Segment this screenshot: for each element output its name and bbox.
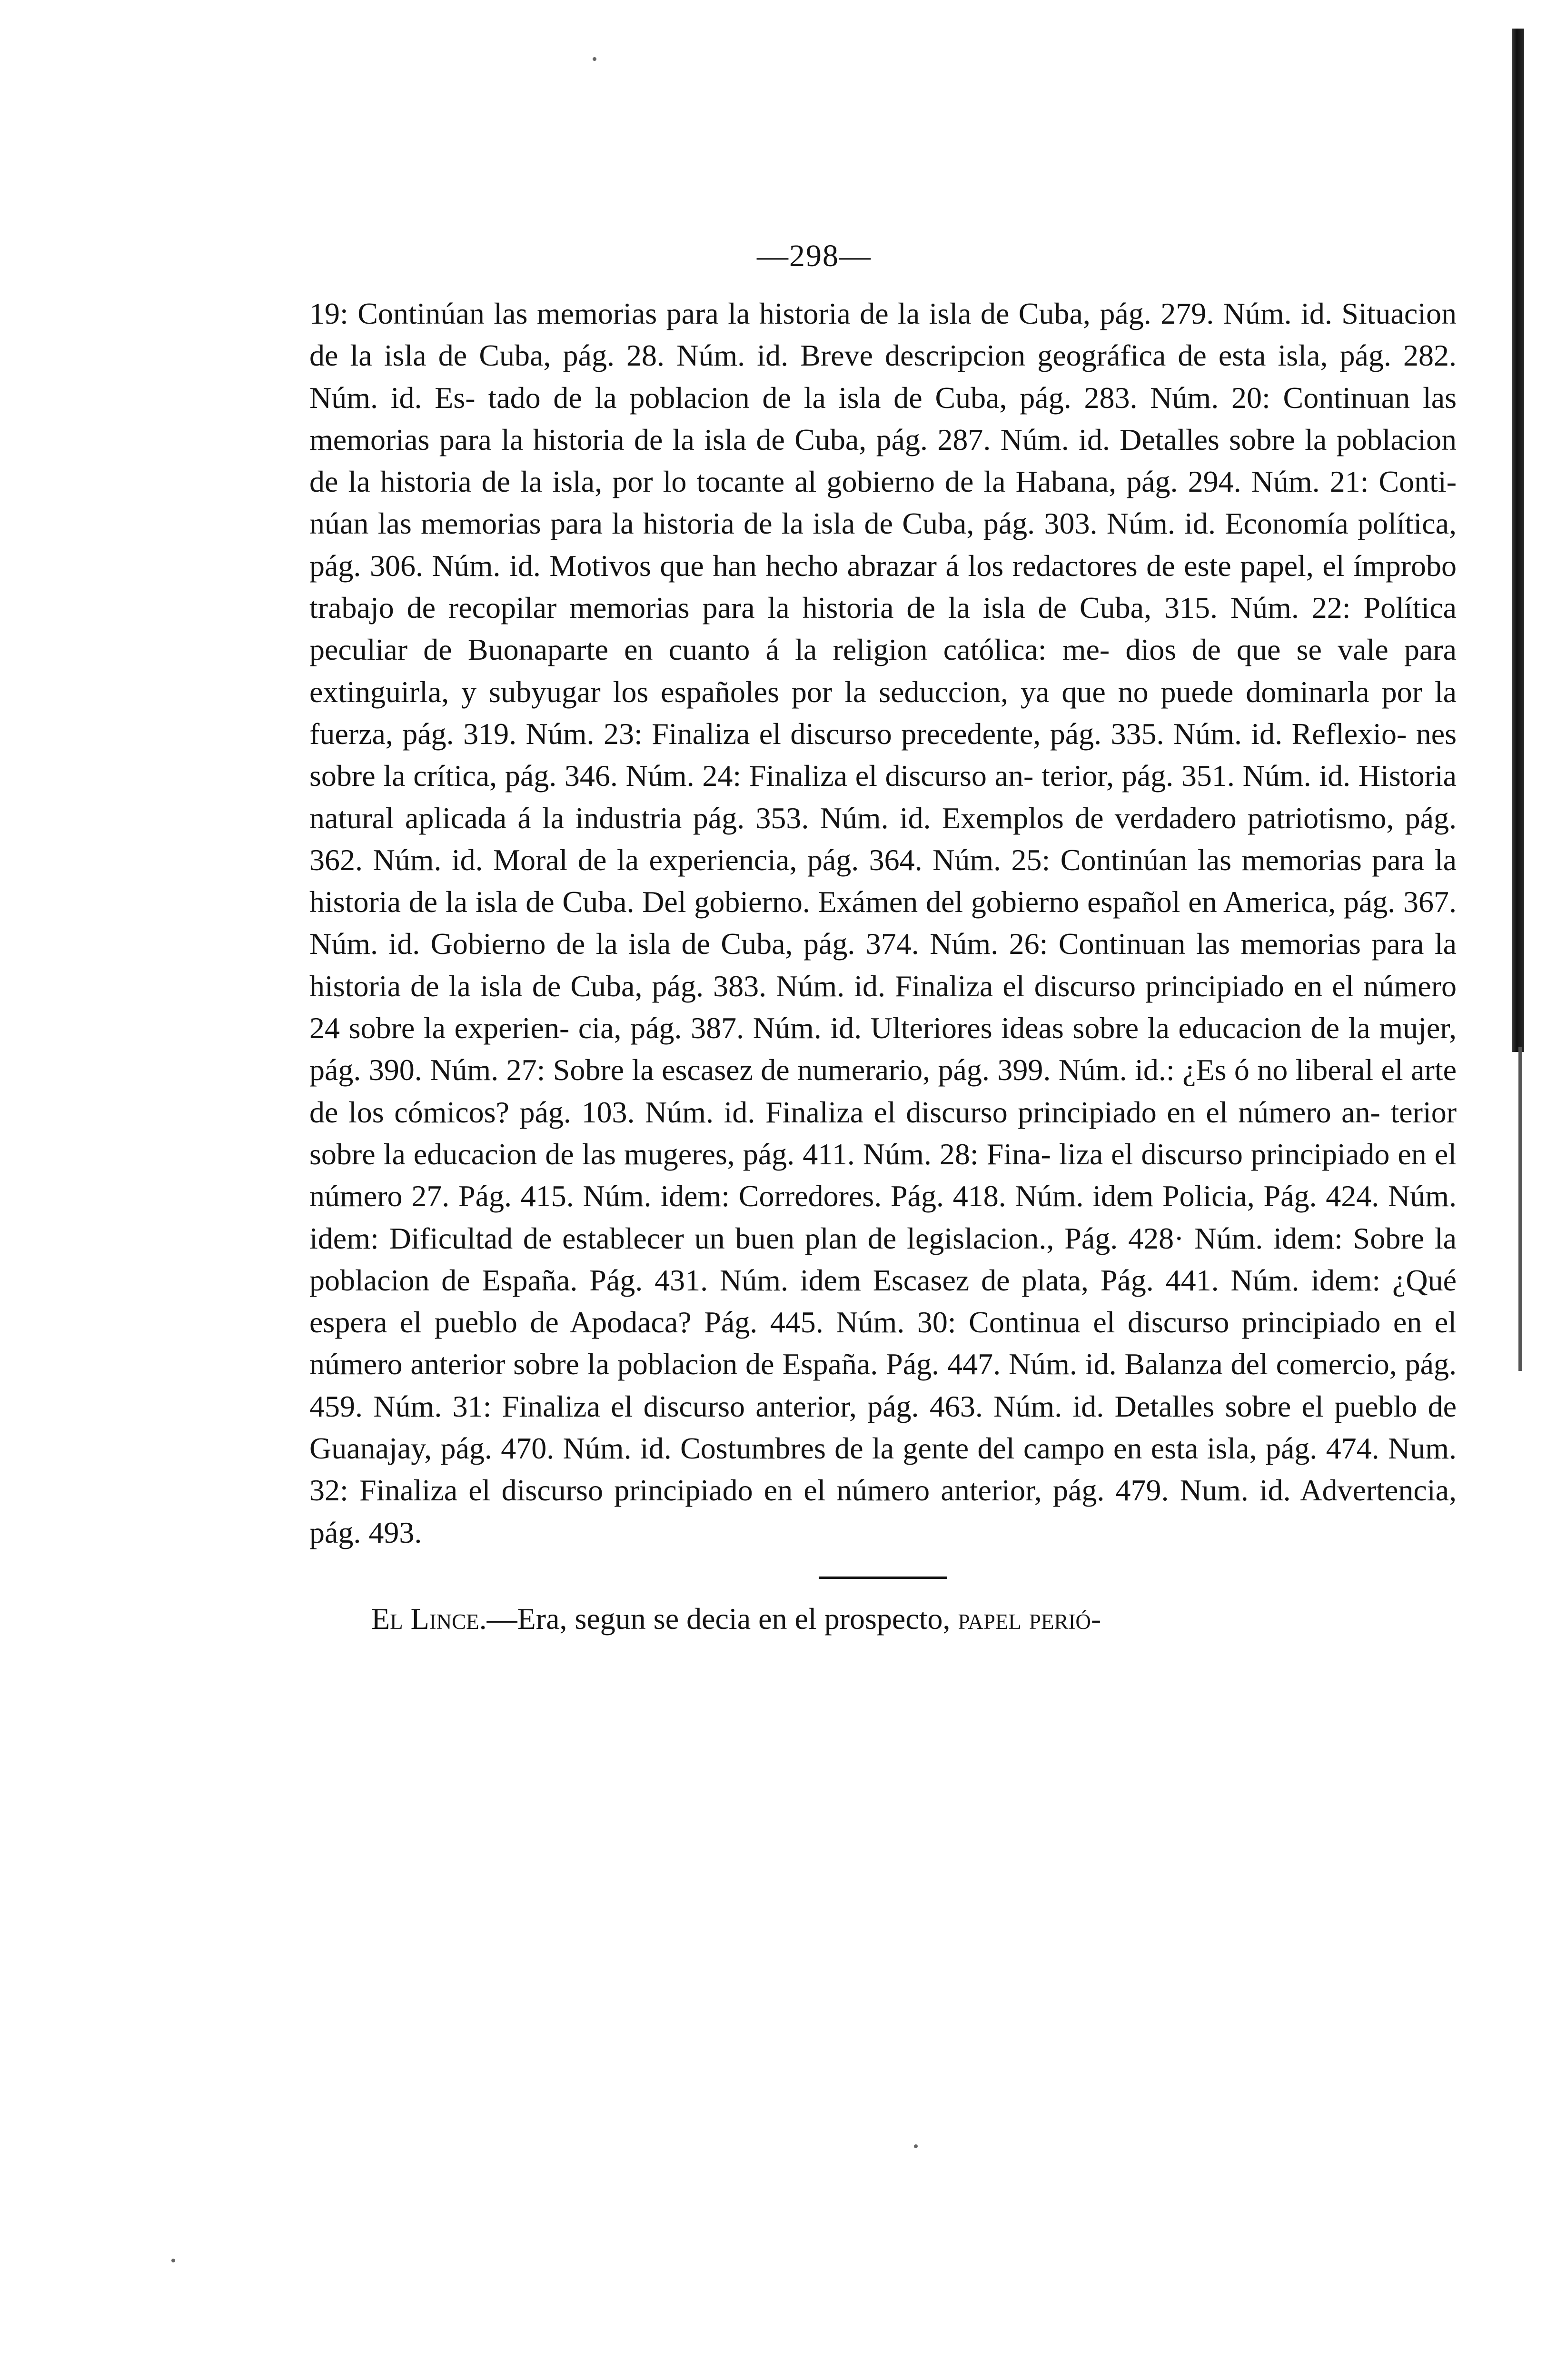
text-line: 103. Núm. id. Finaliza el discurso principiado en el número an- [581,1095,1380,1129]
text-line: tado de la poblacion de la isla de Cuba, pág. 283. Núm. 20: [488,380,1270,415]
text-line: terior, pág. 351. Núm. id. Historia natural aplicada á la industria [309,759,1457,835]
speck [171,2259,175,2262]
text-line: mujer, pág. 390. Núm. 27: Sobre la escasez de numerario, pág. [309,1011,1457,1087]
speck [593,57,596,61]
entry-title: El Lince. [371,1601,487,1636]
text-line: Escasez de plata, Pág. 441. Núm. idem: ¿Qué espera el pueblo de [309,1263,1457,1339]
entry-text: —Era, segun se decia en el prospecto, [486,1601,958,1636]
text-line: Continuan las memorias para la historia de la isla de Cuba, pág. 287. [309,380,1457,456]
text-line: Núm. idem: Sobre la poblacion de España. Pág. 431. Núm. idem [309,1221,1457,1297]
text-line: pág. 470. Núm. id. Costumbres de la gente del campo en esta isla, [440,1431,1257,1466]
page-edge-shadow [1512,29,1524,1052]
text-line: Núm. id. Detalles sobre la poblacion de la historia de la isla, por [309,422,1457,499]
text-line: Breve descripcion geográfica de esta isla, pág. 282. Núm. id. Es- [309,338,1457,415]
text-line: anterior, pág. 463. Núm. id. Detalles sobre el pueblo de Guanajay, [309,1389,1457,1466]
text-line: Política peculiar de Buonaparte en cuanto á la religion católica: me- [309,591,1457,667]
page-edge-shadow-lower [1518,1047,1522,1371]
text-line: recopilar memorias para la historia de la isla de Cuba, 315. Núm. 22: [448,591,1351,625]
text-line: 399. Núm. id.: ¿Es ó no liberal el arte de los cómicos? pág. [309,1053,1457,1129]
text-line: id. Balanza del comercio, pág. 459. Núm. 31: Finaliza el discurso [309,1347,1457,1423]
text-line: nes sobre la crítica, pág. 346. Núm. 24: Finaliza el discurso an- [309,716,1457,793]
text-line: 279. Núm. id. Situacion de la isla de Cuba, pág. 28. Núm. id. [309,297,1457,373]
text-line: dios de que se vale para extinguirla, y subyugar los españoles por la [309,633,1457,709]
text-line: Dificultad de establecer un buen plan de legislacion., Pág. 428· [389,1221,1184,1255]
text-line: pág. 474. Num. 32: Finaliza el discurso principiado en el número [309,1431,1457,1507]
text-line: anterior, pág. 479. Num. id. Advertencia, pág. 493. [309,1473,1457,1549]
text-line: el número anterior sobre la poblacion de España. Pág. 447. Núm. [309,1305,1457,1381]
text-line: lo tocante al gobierno de la Habana, pág. 294. Núm. 21: Conti- [663,465,1457,499]
text-line: terior sobre la educacion de las mugeres, pág. 411. Núm. 28: Fina- [309,1095,1457,1171]
index-paragraph [309,293,1457,1554]
text-line: Núm. id. Economía política, pág. 306. Núm. id. Motivos que han [309,506,1457,583]
text-line: cia, pág. 387. Núm. id. Ulteriores ideas sobre la educacion de la [578,1011,1370,1045]
text-line: Corredores. Pág. 418. Núm. idem Policia, Pág. 424. Núm. idem: [309,1179,1457,1255]
page-content [309,293,1457,1640]
text-line: seduccion, ya que no puede dominarla por la fuerza, pág. 319. Núm. [309,674,1457,751]
text-line: 23: Finaliza el discurso precedente, pág. 335. Núm. id. Reflexio- [603,716,1407,751]
text-line: pág. 353. Núm. id. Exemplos de verdadero patriotismo, pág. 362. [309,801,1457,877]
text-line: liza el discurso principiado en el número 27. Pág. 415. Núm. idem: [309,1137,1457,1213]
text-line: Apodaca? Pág. 445. Núm. 30: Continua el discurso principiado en [569,1305,1422,1339]
text-line: Exámen del gobierno español en America, pág. 367. Núm. id. [309,885,1457,961]
text-line: las memorias para la historia de la isla de Cuba. Del gobierno. [309,843,1457,919]
text-line: hecho abrazar á los redactores de este papel, el ímprobo trabajo de [309,548,1457,625]
text-line: Núm. id. Moral de la experiencia, pág. 364. Núm. 25: Continúan [373,843,1188,877]
section-divider [819,1577,947,1579]
lince-paragraph [309,1598,1457,1640]
text-line: núan las memorias para la historia de la isla de Cuba, pág. 303. [309,506,1098,541]
entry-text-small-caps: papel perió- [958,1601,1101,1636]
text-line: memorias para la historia de la isla de Cuba, pág. 383. Núm. id. [309,927,1457,1003]
page-number: —298— [757,238,872,273]
text-line: Gobierno de la isla de Cuba, pág. 374. Núm. 26: Continuan las [430,927,1230,961]
text-line: 19: Continúan las memorias para la historia de la isla de Cuba, pág. [309,297,1151,330]
speck [914,2144,918,2148]
text-line: Finaliza el discurso principiado en el número 24 sobre la experien- [309,969,1457,1045]
